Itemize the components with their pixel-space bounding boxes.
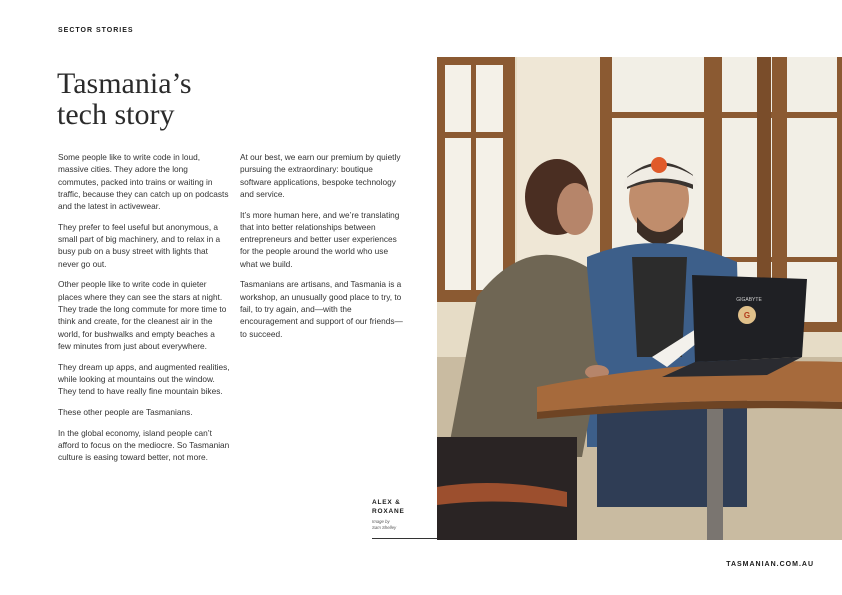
paragraph: They dream up apps, and augmented realities, while looking at mountains out the window. They tend to have really fine mountain bikes. [58,361,230,397]
paragraph: Other people like to write code in quieter places where they can see the stars at night. They trade the long commute for more time to think and create, for the cleanest air in the world, for bushwalks and empty beaches a few minutes from just about everywhere. [58,279,227,351]
article-column-2 [240,151,406,348]
title-line-2: tech story [57,98,175,131]
laptop-logo: G [743,311,751,320]
paragraph: These other people are Tasmanians. [58,406,193,417]
paragraph: Tasmanians are artisans, and Tasmania is a workshop, an unusually good place to try, to fail, to try again, and—with the encouragement and support of our friends—to succeed. [240,279,403,339]
caption-name-line-2: ROXANE [372,507,405,515]
paragraph: Some people like to write code in loud, massive cities. They adore the long commutes, packed into trains or waiting in traffic, because they can catch up on podcasts and the latest in activewear. [58,152,229,212]
paragraph: It’s more human here, and we’re translating that into better relationships between entrepreneurs and better user experiences for the people around the world who use what we build. [240,209,400,269]
photo-credit [372,519,432,530]
feature-photo [437,57,842,540]
section-label: SECTOR STORIES [58,27,134,34]
photo-caption-name [372,499,432,516]
paragraph: They prefer to feel useful but anonymous, a small part of big machinery, and to relax in a busy pub on a busy street with lights that never go out. [58,221,221,269]
paragraph: At our best, we earn our premium by quietly pursuing the extraordinary: boutique software applications, bespoke technology and service. [240,152,401,199]
caption-divider [372,538,437,539]
laptop-brand: GIGABYTE [736,297,762,303]
credit-line-2: Sam Shelley [372,524,397,530]
credit-line-1: Image by [372,519,390,524]
article-column-1 [58,151,230,472]
footer-url: TASMANIAN.COM.AU [726,561,814,568]
article-title [57,68,237,130]
caption-name-line-1: ALEX & [372,499,401,506]
paragraph: In the global economy, island people can’t afford to focus on the mediocre. So Tasmanian culture is easing toward better, not more. [58,427,230,463]
photo-illustration [437,57,842,540]
title-line-1: Tasmania’s [57,67,192,100]
